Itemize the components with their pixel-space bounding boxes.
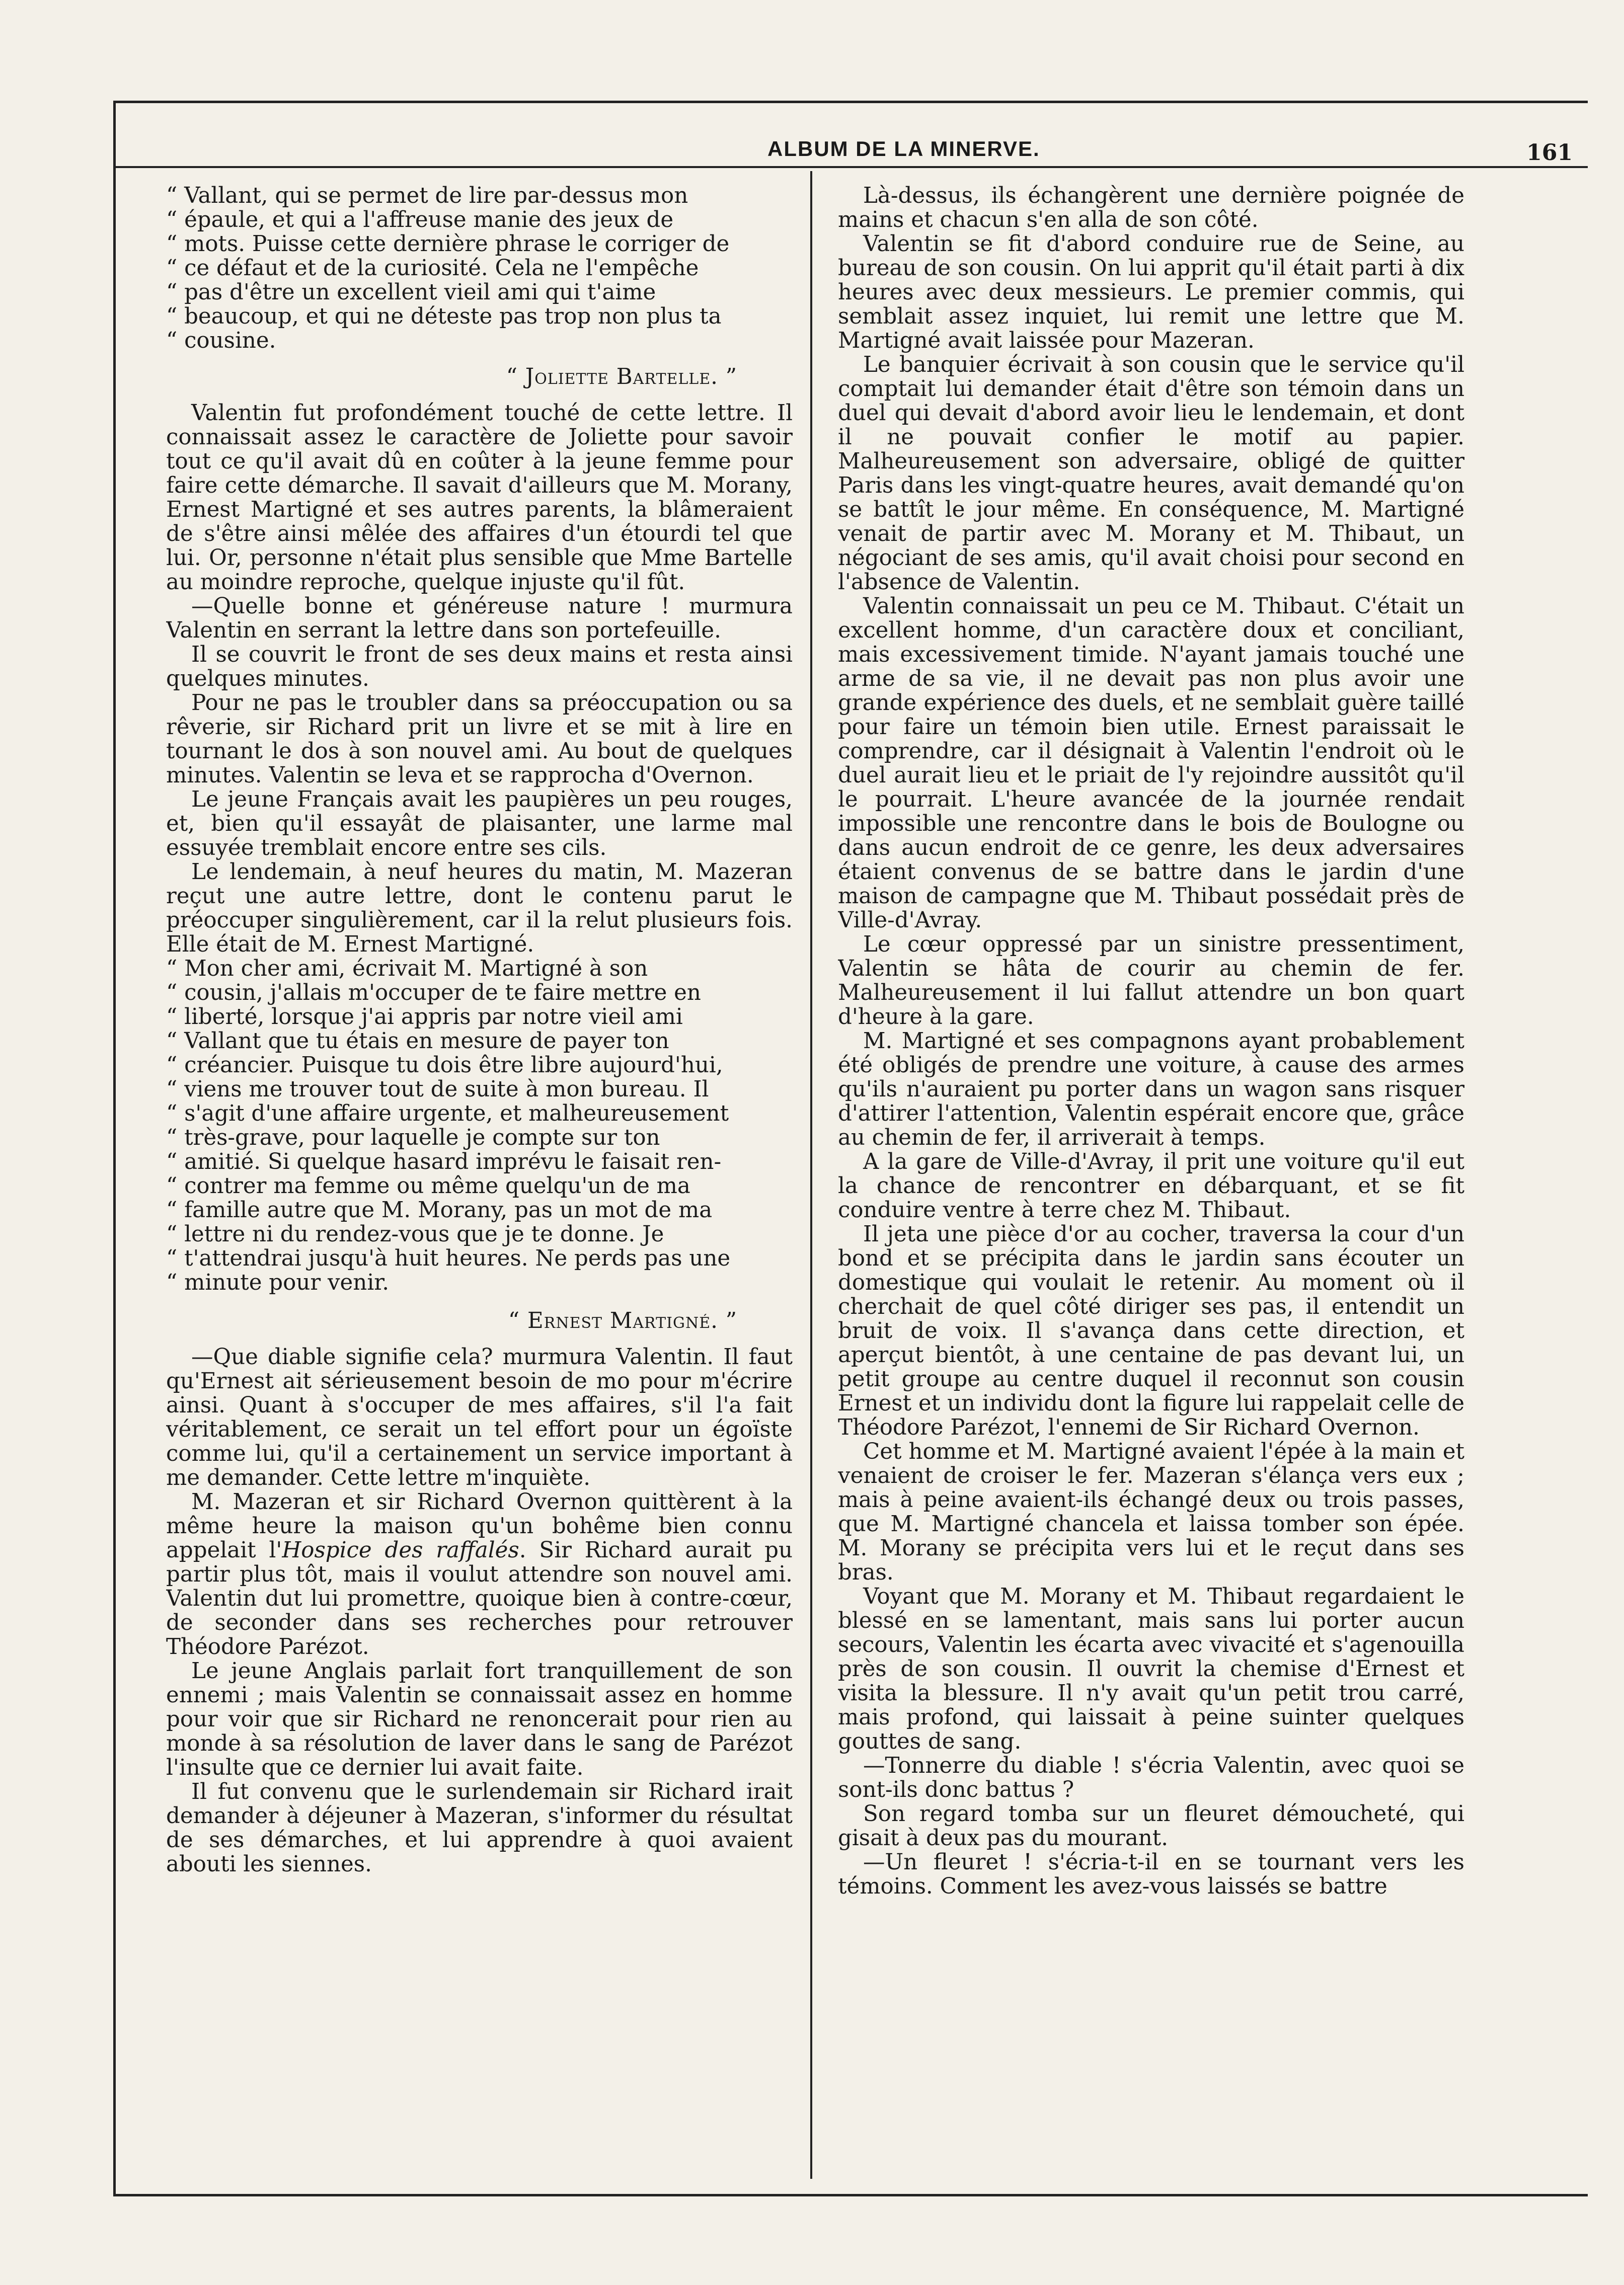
paragraph: —Quelle bonne et généreuse nature ! murmura Valentin en serrant la lettre dans son portefeuille. (166, 594, 793, 643)
letter-excerpt: “ Vallant, qui se permet de lire par-dessus mon “ épaule, et qui a l'affreuse manie des jeux de “ mots. Puisse cette dernière phrase le corriger de “ ce défaut et de la curiosité. Cela ne l'empêche “ pas d'être un excellent vieil ami qui t'aime “ beaucoup, et qui ne déteste pas trop non plus ta “ cousine. (166, 184, 730, 353)
italic-title: Hospice des raffalés (282, 1538, 519, 1563)
paragraph: Le jeune Anglais parlait fort tranquillement de son ennemi ; mais Valentin se connaissait assez en homme pour voir que sir Richard ne renoncerait pour rien au monde à sa résolution de laver dans le sang de Parézot l'insulte que ce dernier lui avait faite. (166, 1659, 793, 1780)
column-divider (810, 171, 812, 2179)
paragraph: Son regard tomba sur un fleuret démoucheté, qui gisait à deux pas du mourant. (838, 1801, 1464, 1851)
paragraph: Le jeune Français avait les paupières un peu rouges, et, bien qu'il essayât de plaisanter, une larme mal essuyée tremblait encore entre ses cils. (166, 787, 793, 860)
left-column (166, 184, 793, 2176)
paragraph: Valentin se fit d'abord conduire rue de Seine, au bureau de son cousin. On lui apprit qu'il était parti à dix heures avec deux messieurs. Le premier commis, qui semblait assez inquiet, lui remit une lettre que M. Martigné avait laissée pour Mazeran. (838, 231, 1464, 353)
paragraph: Le banquier écrivait à son cousin que le service qu'il comptait lui demander était d'être son témoin dans un duel qui devait d'abord avoir lieu le lendemain, et dont il ne pouvait confier le motif au papier. Malheureusement son adversaire, obligé de quitter Paris dans les vingt-quatre heures, avait demandé qu'on se battît le jour même. En conséquence, M. Martigné venait de partir avec M. Morany et M. Thibaut, un négociant de ses amis, qu'il avait choisi pour second en l'absence de Valentin. (838, 352, 1464, 595)
letter-signature: “ Ernest Martigné. ” (508, 1308, 737, 1333)
paragraph: Valentin connaissait un peu ce M. Thibaut. C'était un excellent homme, d'un caractère doux et conciliant, mais excessivement timide. N'ayant jamais touché une arme de sa vie, il ne devait pas non plus avoir une grande expérience des duels, et ne semblait guère taillé pour faire un témoin bien utile. Ernest paraissait le comprendre, car il désignait à Valentin l'endroit où le duel aurait lieu et le priait de l'y rejoindre aussitôt qu'il le pourrait. L'heure avancée de la journée rendait impossible une rencontre dans le bois de Boulogne ou dans aucun endroit de ce genre, les deux adversaires étaient convenus de se battre dans le jardin d'une maison de campagne que M. Thibaut possédait près de Ville-d'Avray. (838, 594, 1464, 933)
paragraph: Voyant que M. Morany et M. Thibaut regardaient le blessé en se lamentant, mais sans lui porter aucun secours, Valentin les écarta avec vivacité et s'agenouilla près de son cousin. Il ouvrit la chemise d'Ernest et visita la blessure. Il n'y avait qu'un petit trou carré, mais profond, qui laissait à peine suinter quelques gouttes de sang. (838, 1584, 1464, 1754)
page-header (113, 126, 1588, 166)
text-run: . Sir Richard aurait pu partir plus tôt, mais il voulut attendre son nouvel ami. Valentin dut lui promettre, quoique bien à contre-cœur, de seconder dans ses recherches pour retrouver Théodore Parézot. (166, 1538, 793, 1660)
right-column (838, 184, 1464, 2176)
paragraph: —Un fleuret ! s'écria-t-il en se tournant vers les témoins. Comment les avez-vous laissés se battre (838, 1850, 1464, 1899)
paragraph: —Que diable signifie cela? murmura Valentin. Il faut qu'Ernest ait sérieusement besoin de mo pour m'écrire ainsi. Quant à s'occuper de mes affaires, s'il l'a fait véritablement, ce serait un tel effort pour un égoïste comme lui, qu'il a certainement un service important à me demander. Cette lettre m'inquiète. (166, 1345, 793, 1490)
letter-signature: “ Joliette Bartelle. ” (506, 364, 737, 389)
paragraph (166, 1490, 793, 1659)
page-title: ALBUM DE LA MINERVE. (767, 137, 1040, 161)
paragraph: Valentin fut profondément touché de cette lettre. Il connaissait assez le caractère de Joliette pour savoir tout ce qu'il avait dû en coûter à la jeune femme pour faire cette démarche. Il savait d'ailleurs que M. Morany, Ernest Martigné et ses autres parents, la blâmeraient de s'être ainsi mêlée des affaires d'un étourdi tel que lui. Or, personne n'était plus sensible que Mme Bartelle au moindre reproche, quelque injuste qu'il fût. (166, 401, 793, 595)
paragraph: Le cœur oppressé par un sinistre pressentiment, Valentin se hâta de courir au chemin de fer. Malheureusement il lui fallut attendre un bon quart d'heure à la gare. (838, 932, 1464, 1030)
paragraph: Le lendemain, à neuf heures du matin, M. Mazeran reçut une autre lettre, dont le contenu parut le préoccuper singulièrement, car il la relut plusieurs fois. Elle était de M. Ernest Martigné. (166, 859, 793, 957)
header-rule (113, 166, 1588, 168)
paragraph: Pour ne pas le troubler dans sa préoccupation ou sa rêverie, sir Richard prit un livre et se mit à lire en tournant le dos à son nouvel ami. Au bout de quelques minutes. Valentin se leva et se rapprocha d'Overnon. (166, 690, 793, 788)
letter-excerpt: “ Mon cher ami, écrivait M. Martigné à son “ cousin, j'allais m'occuper de te faire mettre en “ liberté, lorsque j'ai appris par notre vieil ami “ Vallant que tu étais en mesure de payer ton “ créancier. Puisque tu dois être libre aujourd'hui, “ viens me trouver tout de suite à mon bureau. Il “ s'agit d'une affaire urgente, et malheureusement “ très-grave, pour laquelle je compte sur ton “ amitié. Si quelque hasard imprévu le faisait ren- “ contrer ma femme ou même quelqu'un de ma “ famille autre que M. Morany, pas un mot de ma “ lettre ni du rendez-vous que je te donne. Je “ t'attendrai jusqu'à huit heures. Ne perds pas une “ minute pour venir. (166, 956, 731, 1295)
paragraph: Il se couvrit le front de ses deux mains et resta ainsi quelques minutes. (166, 642, 793, 691)
paragraph: M. Martigné et ses compagnons ayant probablement été obligés de prendre une voiture, à cause des armes qu'ils n'auraient pu porter dans un wagon sans risquer d'attirer l'attention, Valentin espérait encore que, grâce au chemin de fer, il arriverait à temps. (838, 1029, 1464, 1150)
paragraph: Cet homme et M. Martigné avaient l'épée à la main et venaient de croiser le fer. Mazeran s'élança vers eux ; mais à peine avaient-ils échangé deux ou trois passes, que M. Martigné chancela et laissa tomber son épée. M. Morany se précipita vers lui et le reçut dans ses bras. (838, 1439, 1464, 1585)
text-run: M. Mazeran et sir Richard Overnon quittèrent à la même heure la maison qu'un bohême bien connu appelait l' (166, 1489, 793, 1563)
paragraph: Là-dessus, ils échangèrent une dernière poignée de mains et chacun s'en alla de son côté. (838, 184, 1464, 232)
paragraph: A la gare de Ville-d'Avray, il prit une voiture qu'il eut la chance de rencontrer en débarquant, et se fit conduire ventre à terre chez M. Thibaut. (838, 1149, 1464, 1223)
paragraph: Il jeta une pièce d'or au cocher, traversa la cour d'un bond et se précipita dans le jardin sans écouter un domestique qui voulait le retenir. Au moment où il cherchait de quel côté diriger ses pas, il entendit un bruit de voix. Il s'avança dans cette direction, et aperçut bientôt, à une centaine de pas devant lui, un petit groupe au centre duquel il reconnut son cousin Ernest et un individu dont la figure lui rappelait celle de Théodore Parézot, l'ennemi de Sir Richard Overnon. (838, 1222, 1464, 1440)
paragraph: —Tonnerre du diable ! s'écria Valentin, avec quoi se sont-ils donc battus ? (838, 1753, 1464, 1802)
paragraph: Il fut convenu que le surlendemain sir Richard irait demander à déjeuner à Mazeran, s'informer du résultat de ses démarches, et lui apprendre à quoi avaient abouti les siennes. (166, 1779, 793, 1877)
page-number: 161 (1526, 140, 1573, 166)
